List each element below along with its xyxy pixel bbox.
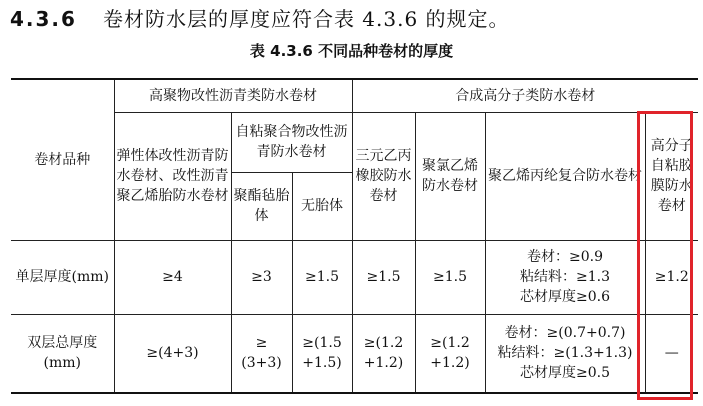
cell-single-epdm: ≥1.5 bbox=[352, 240, 415, 314]
col-header-epdm: 三元乙丙橡胶防水卷材 bbox=[352, 112, 415, 240]
col-header-self-adhesive: 自粘聚合物改性沥青防水卷材 bbox=[231, 112, 352, 172]
cell-double-pvc bbox=[415, 314, 485, 393]
cell-single-polymer: ≥1.2 bbox=[645, 240, 698, 314]
single-pe-line-2: 粘结料：≥1.3 bbox=[520, 269, 610, 285]
row-header-cell: 卷材品种 bbox=[11, 79, 114, 240]
cell-single-sbs: ≥4 bbox=[114, 240, 231, 314]
double-polyester-line-2: (3+3) bbox=[241, 355, 282, 372]
double-pe-line-3: 芯材厚度≥0.5 bbox=[520, 365, 610, 382]
double-pvc-line-2: +1.2) bbox=[430, 355, 470, 372]
cell-single-no-base: ≥1.5 bbox=[292, 240, 352, 314]
section-text: 卷材防水层的厚度应符合表 4.3.6 的规定。 bbox=[102, 7, 510, 31]
double-pe-line-1: 卷材：≥(0.7+0.7) bbox=[504, 325, 626, 342]
cell-double-sbs: ≥(4+3) bbox=[114, 314, 231, 393]
sub-header-polyester: 聚酯毡胎体 bbox=[231, 172, 292, 240]
cell-double-no-base bbox=[292, 314, 352, 393]
group-header-modified-bitumen: 高聚物改性沥青类防水卷材 bbox=[114, 79, 352, 112]
cell-double-polyester bbox=[231, 314, 292, 393]
cell-single-polyester: ≥3 bbox=[231, 240, 292, 314]
col-header-sbs: 弹性体改性沥青防水卷材、改性沥青聚乙烯胎防水卷材 bbox=[114, 112, 231, 240]
group-header-synthetic-polymer: 合成高分子类防水卷材 bbox=[352, 79, 698, 112]
cell-single-pvc: ≥1.5 bbox=[415, 240, 485, 314]
table-title: 表 4.3.6 不同品种卷材的厚度 bbox=[249, 42, 454, 60]
cell-double-pe-composite bbox=[485, 314, 645, 393]
sub-header-no-base: 无胎体 bbox=[292, 172, 352, 240]
single-pe-line-1: 卷材：≥0.9 bbox=[527, 249, 603, 265]
row-label-single: 单层厚度(mm) bbox=[11, 240, 114, 314]
section-number: 4.3.6 bbox=[10, 7, 77, 31]
double-pe-line-2: 粘结料：≥(1.3+1.3) bbox=[497, 345, 633, 362]
double-epdm-line-1: ≥(1.2 bbox=[363, 335, 404, 352]
col-header-pvc: 聚氯乙烯防水卷材 bbox=[415, 112, 485, 240]
double-no-base-line-2: +1.5) bbox=[302, 355, 342, 372]
cell-double-polymer: — bbox=[645, 314, 698, 393]
double-pvc-line-1: ≥(1.2 bbox=[430, 335, 470, 352]
double-epdm-line-2: +1.2) bbox=[363, 355, 404, 372]
double-polyester-line-1: ≥ bbox=[255, 335, 268, 352]
single-pe-line-3: 芯材厚度≥0.6 bbox=[520, 289, 610, 305]
row-label-double: 双层总厚度(mm) bbox=[11, 314, 114, 393]
double-no-base-line-1: ≥(1.5 bbox=[302, 335, 342, 352]
section-heading bbox=[10, 3, 510, 35]
thickness-table bbox=[11, 78, 698, 394]
col-header-pe-composite: 聚乙烯丙纶复合防水卷材 bbox=[485, 112, 645, 240]
cell-double-epdm bbox=[352, 314, 415, 393]
cell-single-pe-composite bbox=[485, 240, 645, 314]
col-header-polymer-self-adhesive: 高分子自粘胶膜防水卷材 bbox=[645, 112, 698, 240]
